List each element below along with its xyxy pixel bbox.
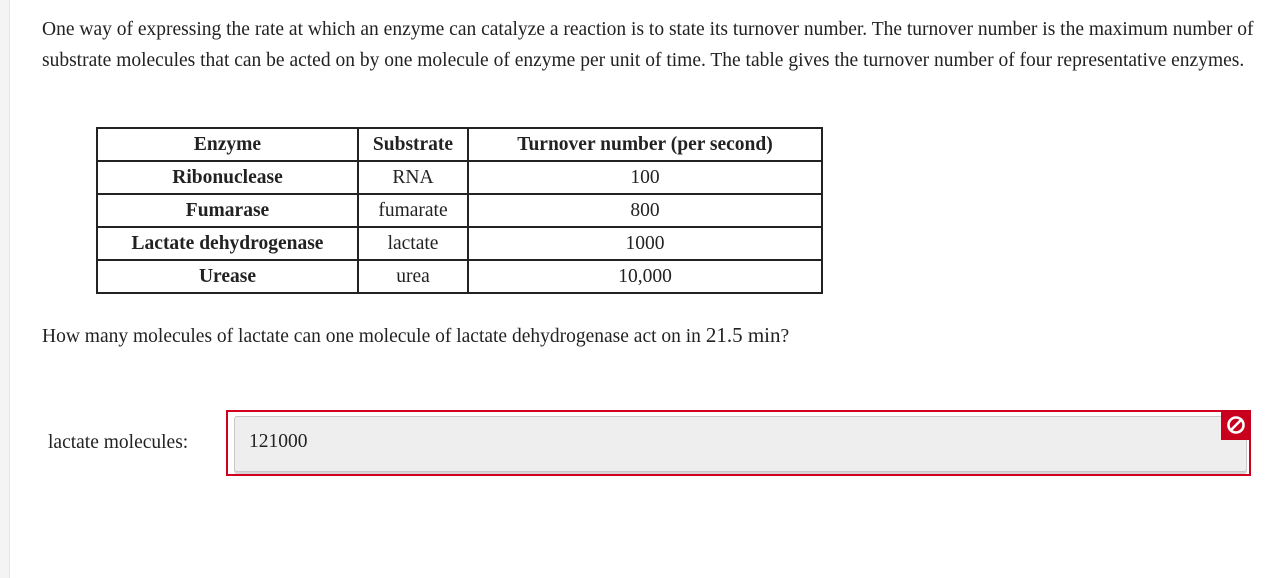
question-text [42,323,789,348]
turnover-table [96,127,823,294]
table-row [97,227,822,260]
question-suffix: ? [780,326,790,347]
enzyme-cell: Ribonuclease [97,161,358,194]
table-row [97,194,822,227]
time-value: 21.5 min [705,323,781,347]
substrate-cell: lactate [358,227,468,260]
enzyme-cell: Urease [97,260,358,293]
left-margin-bar [0,0,10,578]
turnover-cell: 800 [468,194,822,227]
substrate-cell: urea [358,260,468,293]
substrate-cell: RNA [358,161,468,194]
substrate-cell: fumarate [358,194,468,227]
answer-input[interactable] [234,416,1247,472]
header-turnover: Turnover number (per second) [468,128,822,161]
enzyme-cell: Fumarase [97,194,358,227]
table-header-row [97,128,822,161]
header-substrate: Substrate [358,128,468,161]
question-content [42,14,1257,453]
answer-row [42,410,1257,480]
answer-label: lactate molecules: [48,432,189,453]
table-row [97,260,822,293]
header-enzyme: Enzyme [97,128,358,161]
enzyme-cell: Lactate dehydrogenase [97,227,358,260]
turnover-cell: 100 [468,161,822,194]
intro-paragraph: One way of expressing the rate at which an enzyme can catalyze a reaction is to state its turnover number. The turnover number is the maximum number of substrate molecules that can be acted on by one molecule of enzyme per unit of time. The table gives the turnover number of four representative enzymes. [42,19,1254,71]
question-prefix: How many molecules of lactate can one molecule of lactate dehydrogenase act on in [42,326,706,347]
answer-frame-incorrect [226,410,1251,476]
turnover-cell: 10,000 [468,260,822,293]
turnover-cell: 1000 [468,227,822,260]
error-circle-slash-icon [1221,410,1251,440]
table-row [97,161,822,194]
